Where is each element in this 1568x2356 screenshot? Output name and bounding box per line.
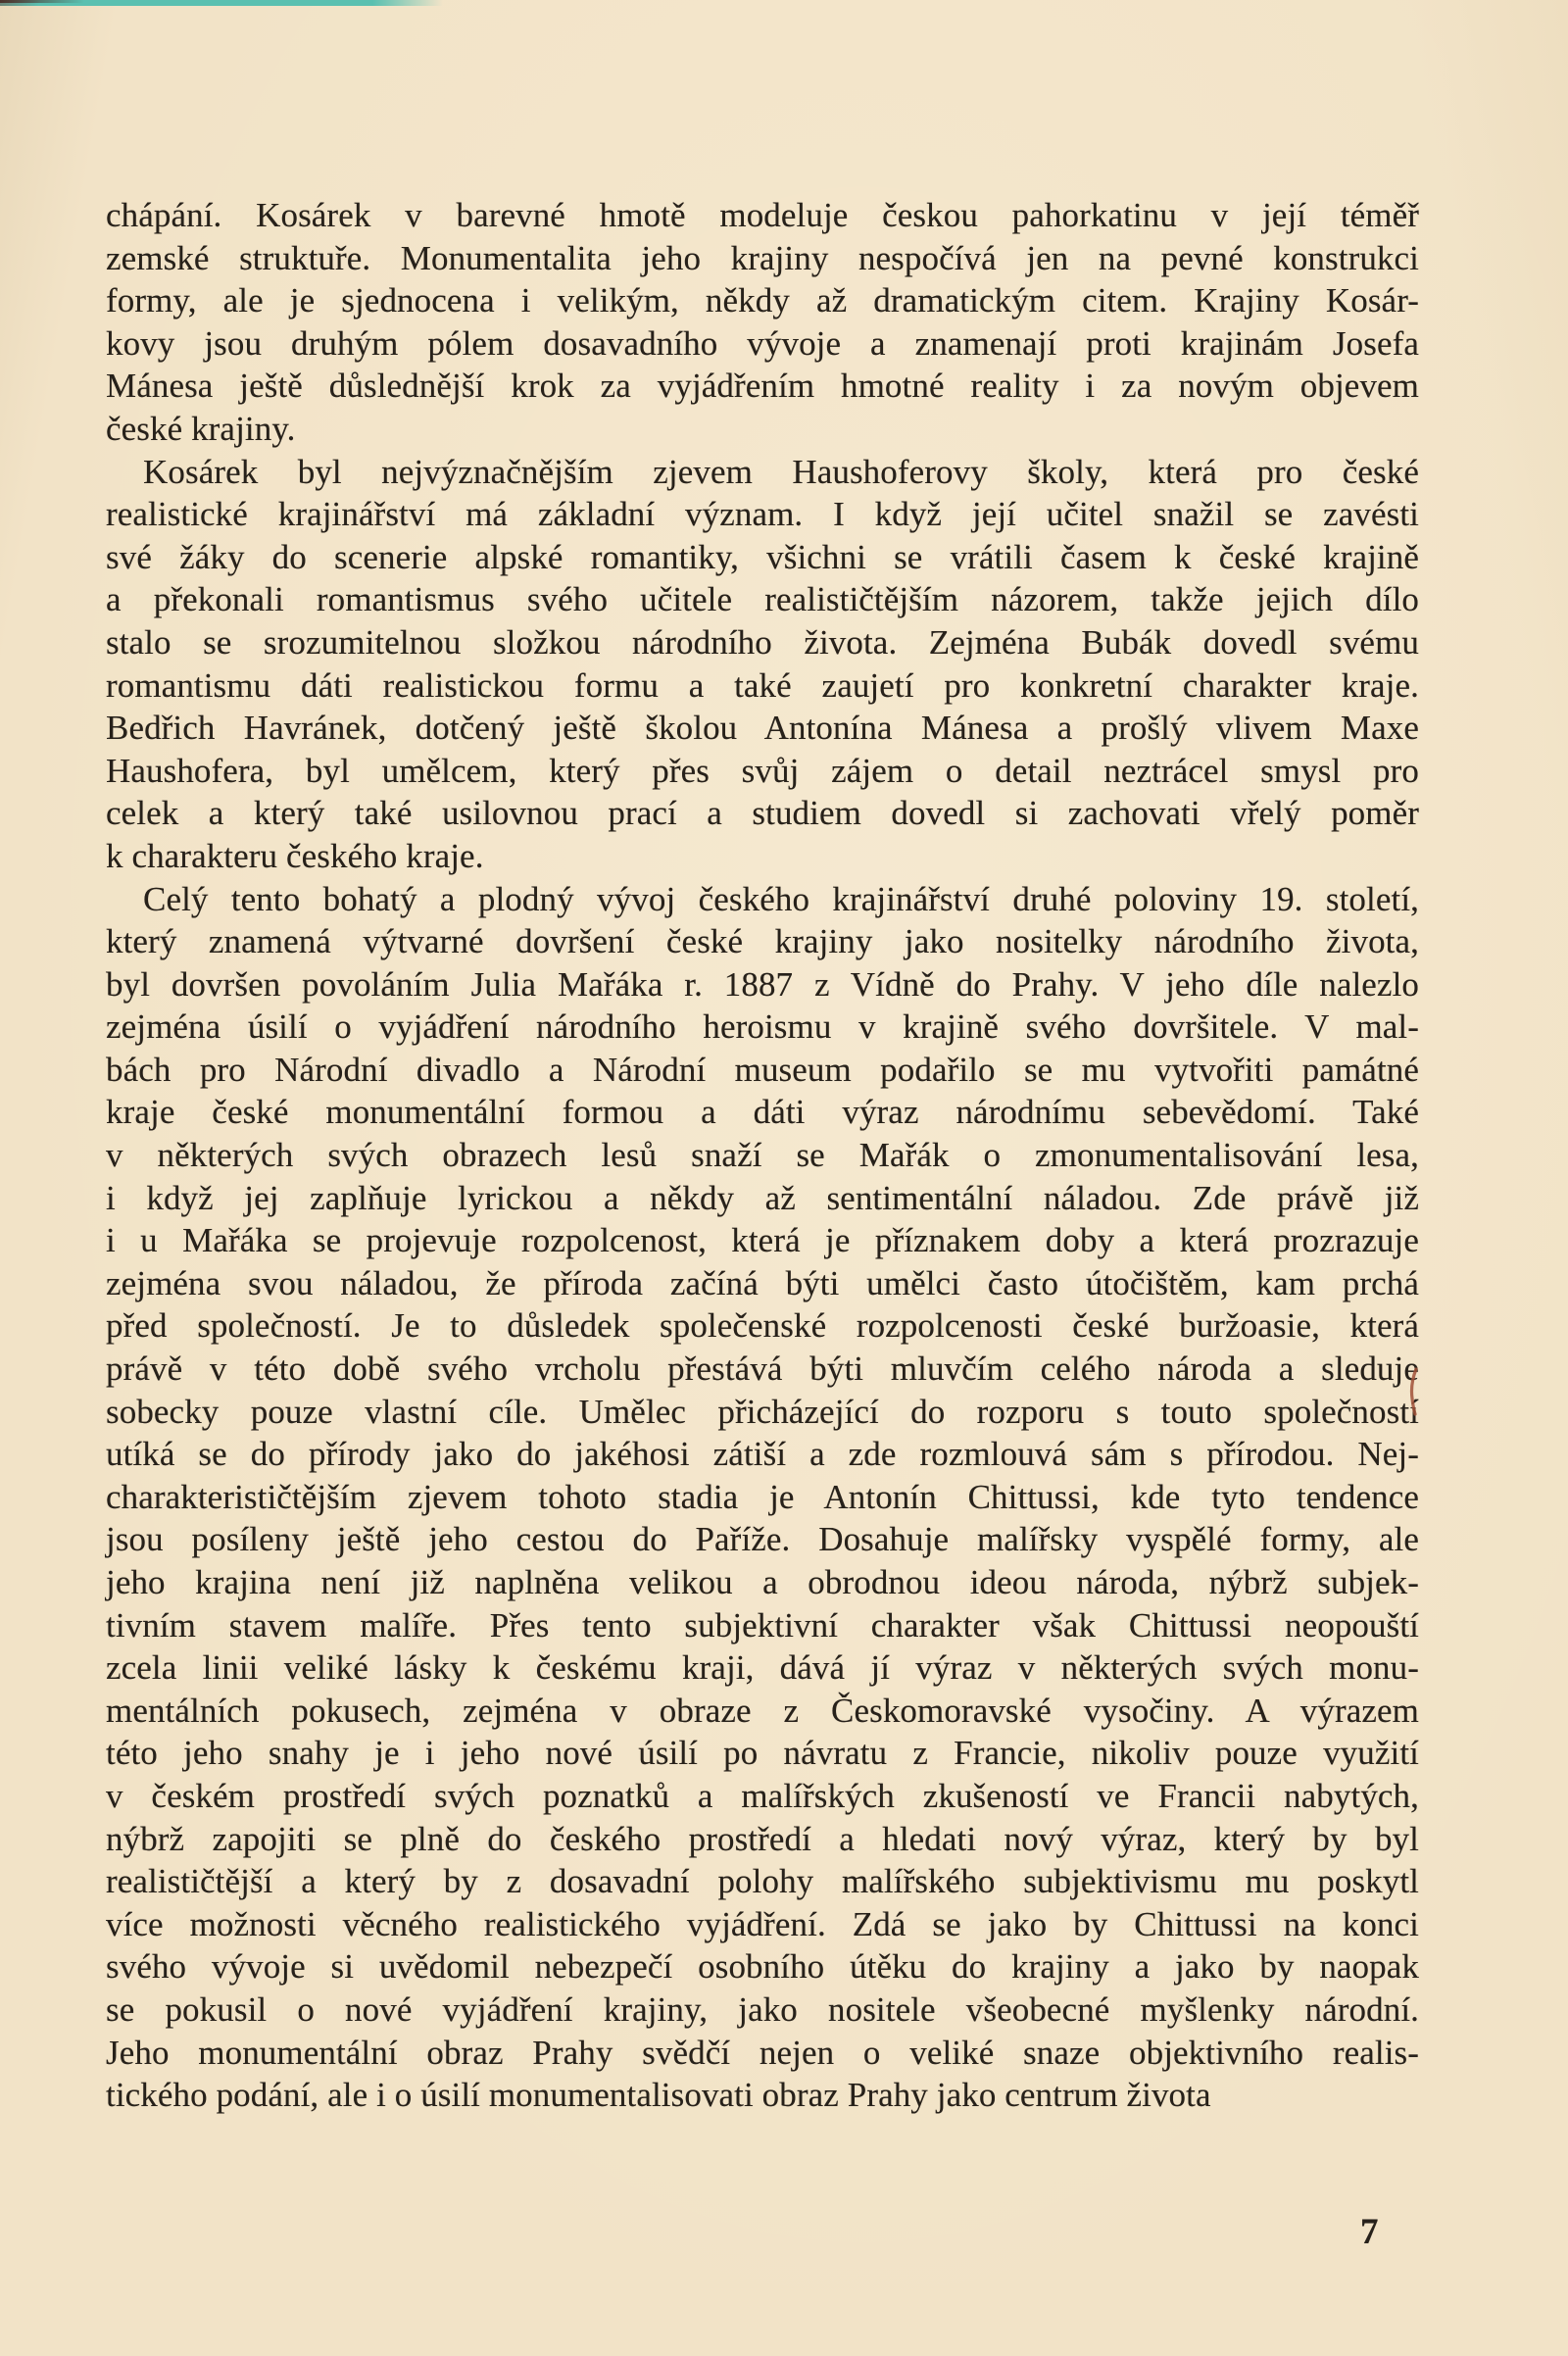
- text-line: Mánesa ještě důslednější krok za vyjádřením hmotné reality i za novým objevem: [106, 367, 1419, 406]
- top-edge-dark-strip: [0, 0, 84, 3]
- text-line: celek a který také usilovnou prací a studiem dovedl si zachovati vřelý poměr: [106, 794, 1419, 833]
- paragraph: [106, 878, 1419, 2117]
- paragraph: [106, 451, 1419, 878]
- text-line: zejména úsilí o vyjádření národního heroismu v krajině svého dovršitele. V mal-: [106, 1007, 1419, 1047]
- text-line: své žáky do scenerie alpské romantiky, všichni se vrátili časem k české krajině: [106, 537, 1419, 576]
- text-line: Bedřich Havránek, dotčený ještě školou Antonína Mánesa a prošlý vlivem Maxe: [106, 709, 1419, 748]
- text-line: realističtější a který by z dosavadní polohy malířského subjektivismu mu poskytl: [106, 1862, 1419, 1901]
- text-line: zejména svou náladou, že příroda začíná býti umělci často útočištěm, kam prchá: [106, 1263, 1419, 1302]
- text-line: stalo se srozumitelnou složkou národního života. Zejména Bubák dovedl svému: [106, 622, 1419, 662]
- text-line: nýbrž zapojiti se plně do českého prostředí a hledati nový výraz, který by byl: [106, 1819, 1419, 1858]
- text-line: Haushofera, byl umělcem, který přes svůj zájem o detail neztrácel smysl pro: [106, 751, 1419, 790]
- text-line: který znamená výtvarné dovršení české krajiny jako nositelky národního života,: [106, 922, 1419, 961]
- text-line: i když jej zaplňuje lyrickou a někdy až sentimentální náladou. Zde právě již: [106, 1178, 1419, 1217]
- body-text: [106, 194, 1419, 2117]
- text-line: realistické krajinářství má základní význam. I když její učitel snažil se zavésti: [106, 495, 1419, 534]
- text-line: více možnosti věcného realistického vyjádření. Zdá se jako by Chittussi na konci: [106, 1904, 1419, 1943]
- text-line: bách pro Národní divadlo a Národní museum podařilo se mu vytvořiti památné: [106, 1050, 1419, 1089]
- text-line: utíká se do přírody jako do jakéhosi zátiší a zde rozmlouvá sám s přírodou. Nej-: [106, 1435, 1419, 1474]
- text-line: se pokusil o nové vyjádření krajiny, jako nositele všeobecné myšlenky národní.: [106, 1989, 1419, 2029]
- text-line: mentálních pokusech, zejména v obraze z Českomoravské vysočiny. A výrazem: [106, 1691, 1419, 1730]
- text-line: tického podání, ale i o úsilí monumentalisovati obraz Prahy jako centrum života: [106, 2076, 1211, 2115]
- text-line: v českém prostředí svých poznatků a malířských zkušeností ve Francii nabytých,: [106, 1776, 1419, 1815]
- text-line: zemské struktuře. Monumentalita jeho krajiny nespočívá jen na pevné konstrukci: [106, 238, 1419, 277]
- text-line: kraje české monumentální formou a dáti výraz národnímu sebevědomí. Také: [106, 1093, 1419, 1132]
- margin-pen-mark-icon: [1407, 1366, 1421, 1417]
- text-line: sobecky pouze vlastní cíle. Umělec přicházející do rozporu s touto společností: [106, 1392, 1419, 1431]
- text-line: Celý tento bohatý a plodný vývoj českého krajinářství druhé poloviny 19. století,: [143, 879, 1419, 918]
- text-line: chápání. Kosárek v barevné hmotě modeluje českou pahorkatinu v její téměř: [106, 196, 1419, 234]
- text-line: v některých svých obrazech lesů snaží se Mařák o zmonumentalisování lesa,: [106, 1136, 1419, 1175]
- text-line: tivním stavem malíře. Přes tento subjektivní charakter však Chittussi neopouští: [106, 1605, 1419, 1644]
- text-line: Kosárek byl nejvýznačnějším zjevem Haushoferovy školy, která pro české: [143, 452, 1419, 491]
- page-number: 7: [1360, 2212, 1379, 2252]
- text-line: formy, ale je sjednocena i velikým, někdy až dramatickým citem. Krajiny Kosár-: [106, 281, 1419, 320]
- text-line: a překonali romantismus svého učitele realističtějším názorem, takže jejich dílo: [106, 580, 1419, 619]
- text-line: právě v této době svého vrcholu přestává býti mluvčím celého národa a sleduje: [106, 1350, 1419, 1389]
- text-line: zcela linii veliké lásky k českému kraji, dává jí výraz v některých svých monu-: [106, 1648, 1419, 1688]
- text-line: jsou posíleny ještě jeho cestou do Paříže. Dosahuje malířsky vyspělé formy, ale: [106, 1520, 1419, 1559]
- text-line: byl dovršen povoláním Julia Mařáka r. 1887 z Vídně do Prahy. V jeho díle nalezlo: [106, 964, 1419, 1004]
- text-line: romantismu dáti realistickou formu a také zaujetí pro konkretní charakter kraje.: [106, 665, 1419, 705]
- text-line: této jeho snahy je i jeho nové úsilí po návratu z Francie, nikoliv pouze využití: [106, 1734, 1419, 1773]
- text-line: svého vývoje si uvědomil nebezpečí osobního útěku do krajiny a jako by naopak: [106, 1947, 1419, 1987]
- text-line: k charakteru českého kraje.: [106, 836, 484, 875]
- text-line: jeho krajina není již naplněna velikou a obrodnou ideou národa, nýbrž subjek-: [106, 1563, 1419, 1601]
- text-line: i u Mařáka se projevuje rozpolcenost, která je příznakem doby a která prozrazuje: [106, 1221, 1419, 1260]
- text-line: před společností. Je to důsledek společenské rozpolcenosti české buržoasie, která: [106, 1306, 1419, 1346]
- text-line: kovy jsou druhým pólem dosavadního vývoje a znamenají proti krajinám Josefa: [106, 323, 1419, 363]
- text-line: české krajiny.: [106, 409, 296, 448]
- paragraph: [106, 194, 1419, 451]
- text-line: Jeho monumentální obraz Prahy svědčí nejen o veliké snaze objektivního realis-: [106, 2033, 1419, 2072]
- text-line: charakterističtějším zjevem tohoto stadia je Antonín Chittussi, kde tyto tendence: [106, 1477, 1419, 1516]
